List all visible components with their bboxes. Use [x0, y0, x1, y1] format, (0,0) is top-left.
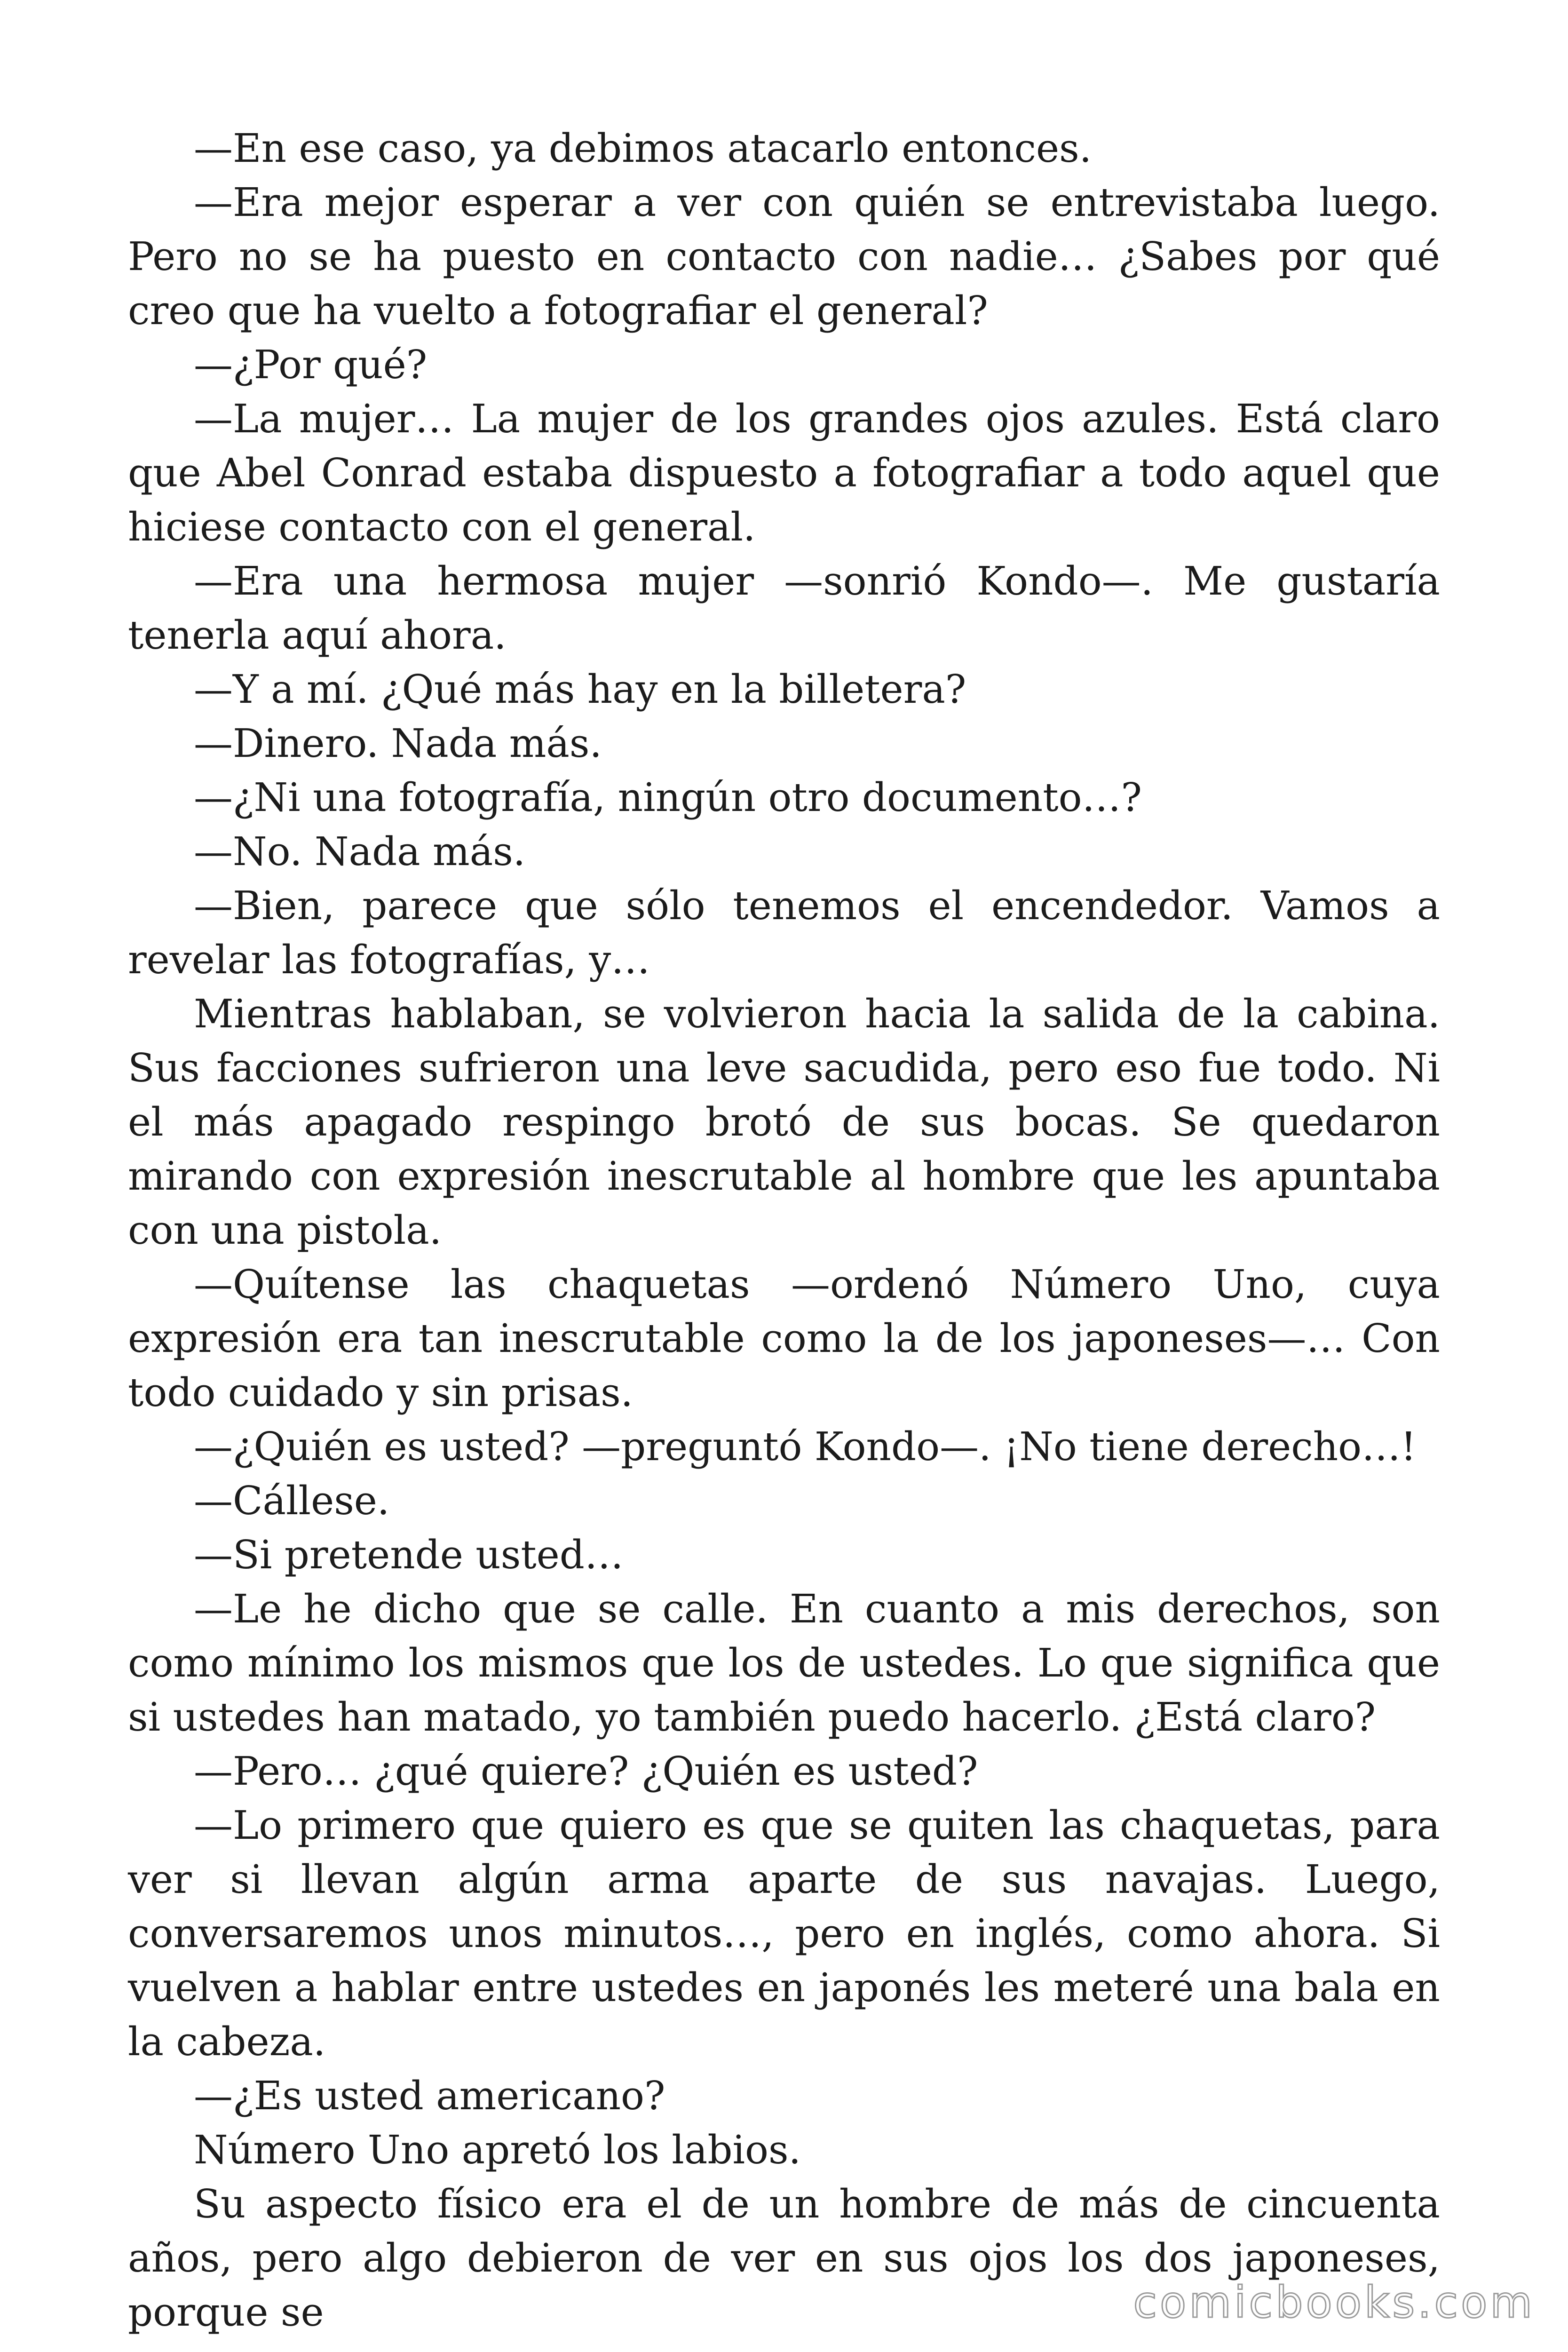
paragraph: —Era mejor esperar a ver con quién se entrevistaba luego. Pero no se ha puesto en contacto con nadie… ¿Sabes por qué creo que ha vuelto a fotografiar el general? [128, 180, 1440, 334]
paragraph: —Le he dicho que se calle. En cuanto a mis derechos, son como mínimo los mismos que los de ustedes. Lo que significa que si ustedes han matado, yo también puedo hacerlo. ¿Está claro? [128, 1586, 1440, 1740]
paragraph: —Quítense las chaquetas —ordenó Número Uno, cuya expresión era tan inescrutable como la de los japoneses—… Con todo cuidado y sin prisas. [128, 1262, 1440, 1415]
paragraph: —Pero… ¿qué quiere? ¿Quién es usted? [194, 1748, 978, 1794]
paragraph: —¿Quién es usted? —preguntó Kondo—. ¡No tiene derecho…! [194, 1424, 1417, 1470]
paragraph: —Cállese. [194, 1478, 390, 1524]
paragraph: —Era una hermosa mujer —sonrió Kondo—. Me gustaría tenerla aquí ahora. [128, 558, 1440, 658]
paragraph: —¿Por qué? [194, 342, 428, 388]
paragraph: Número Uno apretó los labios. [194, 2127, 801, 2173]
paragraph: Mientras hablaban, se volvieron hacia la salida de la cabina. Sus facciones sufrieron una leve sacudida, pero eso fue todo. Ni el más apagado respingo brotó de sus bocas. Se quedaron mirando con expresión inescrutable al hombre que les apuntaba con una pistola. [128, 991, 1440, 1253]
watermark: comicbooks.com [1133, 2277, 1535, 2328]
paragraph: —La mujer… La mujer de los grandes ojos azules. Está claro que Abel Conrad estaba dispuesto a fotografiar a todo aquel que hiciese contacto con el general. [128, 396, 1440, 550]
page-body [128, 121, 1440, 2339]
paragraph: —¿Es usted americano? [194, 2073, 665, 2119]
paragraph: —Y a mí. ¿Qué más hay en la billetera? [194, 667, 966, 712]
paragraph: —Lo primero que quiero es que se quiten las chaquetas, para ver si llevan algún arma aparte de sus navajas. Luego, conversaremos unos minutos…, pero en inglés, como ahora. Si vuelven a hablar entre ustedes en japonés les meteré una bala en la cabeza. [128, 1803, 1440, 2065]
paragraph: —Bien, parece que sólo tenemos el encendedor. Vamos a revelar las fotografías, y… [128, 883, 1440, 983]
paragraph: —Dinero. Nada más. [194, 721, 602, 766]
paragraph: Su aspecto físico era el de un hombre de más de cincuenta años, pero algo debieron de ver en sus ojos los dos japoneses, porque se [128, 2181, 1440, 2335]
paragraph: —En ese caso, ya debimos atacarlo entonces. [194, 126, 1092, 171]
paragraph: —No. Nada más. [194, 829, 526, 874]
paragraph: —¿Ni una fotografía, ningún otro documento…? [194, 775, 1142, 820]
paragraph: —Si pretende usted… [194, 1532, 624, 1578]
